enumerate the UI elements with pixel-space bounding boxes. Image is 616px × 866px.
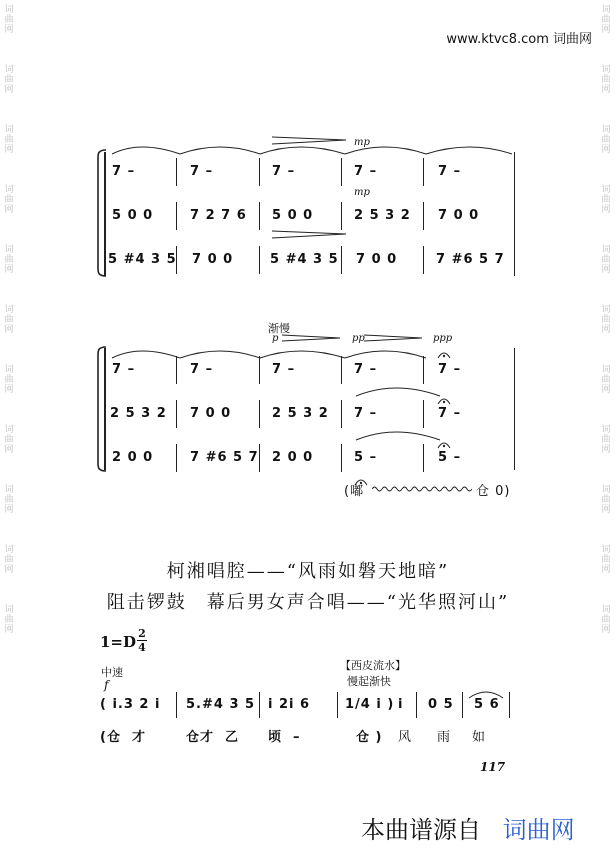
lyric: 如 — [472, 730, 487, 745]
barline — [176, 356, 177, 384]
wm-char: 曲 — [4, 495, 14, 505]
barline — [341, 246, 342, 274]
measure-note: 2 5 3 2 — [272, 406, 329, 421]
barline — [423, 202, 424, 230]
measure-note: 7 – — [112, 164, 136, 179]
wm-char: 词 — [4, 245, 14, 255]
wm-char: 网 — [4, 625, 14, 635]
measure-note: 7 – — [354, 164, 378, 179]
key-signature — [100, 633, 136, 651]
wm-char: 网 — [601, 85, 611, 95]
measure-note: 7 #6 5 7 — [190, 450, 259, 465]
wm-char: 曲 — [4, 75, 14, 85]
measure-note: 7 #6 5 7 — [436, 252, 505, 267]
dynamic-p: p — [272, 333, 279, 344]
measure-note: 5 #4 3 5 — [270, 252, 339, 267]
measure-note: 7 0 0 — [190, 406, 232, 421]
barline — [259, 246, 260, 274]
wm-char: 词 — [4, 605, 14, 615]
measure-note: 7 – — [272, 164, 296, 179]
right-watermark-column — [600, 5, 612, 635]
footer-site-link[interactable]: 词曲网 — [502, 816, 575, 844]
wm-char: 词 — [4, 5, 14, 15]
measure-note: 7 – — [354, 406, 378, 421]
measure-note: ( i.3 2 i — [100, 697, 161, 712]
page-number: 117 — [480, 760, 506, 774]
barline — [509, 692, 510, 718]
section-title-line2: 阻击锣鼓 幕后男女声合唱——“光华照河山” — [106, 592, 510, 613]
barline — [462, 692, 463, 718]
wm-char: 网 — [4, 325, 14, 335]
wm-char: 曲 — [601, 195, 611, 205]
measure-note: 2 5 3 2 — [110, 406, 167, 421]
measure-note: 7 – — [438, 164, 462, 179]
tempo-mark: 渐慢 — [268, 322, 290, 335]
wm-char: 网 — [4, 145, 14, 155]
wm-char: 网 — [4, 205, 14, 215]
wm-char: 曲 — [601, 555, 611, 565]
barline — [259, 444, 260, 472]
lyric: (仓 才 — [100, 730, 146, 745]
barline — [423, 246, 424, 274]
fermata-icon — [437, 395, 451, 405]
wm-char: 网 — [4, 385, 14, 395]
barline — [341, 400, 342, 428]
measure-note: 7 – — [190, 164, 214, 179]
lyric: 顷 – — [268, 730, 301, 745]
wm-char: 曲 — [601, 615, 611, 625]
lyric: 风 — [398, 730, 413, 745]
wm-char: 曲 — [601, 315, 611, 325]
wm-char: 词 — [601, 305, 611, 315]
barline — [176, 400, 177, 428]
barline — [259, 202, 260, 230]
mode-label: 【西皮流水】 — [340, 659, 406, 672]
wm-char: 网 — [601, 625, 611, 635]
barline — [341, 202, 342, 230]
measure-note: 7 0 0 — [438, 208, 480, 223]
barline — [341, 356, 342, 384]
wm-char: 曲 — [4, 195, 14, 205]
wm-char: 曲 — [4, 135, 14, 145]
wm-char: 词 — [601, 125, 611, 135]
wm-char: 词 — [4, 185, 14, 195]
tempo-mark: 中速 — [101, 666, 123, 679]
wm-char: 词 — [4, 365, 14, 375]
wm-char: 网 — [4, 265, 14, 275]
wm-char: 曲 — [601, 15, 611, 25]
wm-char: 词 — [4, 545, 14, 555]
wm-char: 网 — [601, 265, 611, 275]
right-bar — [514, 152, 515, 276]
wm-char: 曲 — [601, 375, 611, 385]
dynamic-mp: mp — [354, 187, 370, 198]
left-bar — [104, 152, 106, 276]
footer-prefix: 本曲谱源自 — [361, 816, 481, 844]
barline — [423, 444, 424, 472]
measure-note: 5 0 0 — [112, 208, 154, 223]
measure-note: 7 0 0 — [192, 252, 234, 267]
measure-note: 5 – — [354, 450, 378, 465]
wm-char: 词 — [4, 65, 14, 75]
barline — [337, 692, 338, 718]
measure-note: 5 0 0 — [272, 208, 314, 223]
wavy-line — [372, 484, 472, 494]
footer-watermark — [361, 810, 575, 845]
measure-note: 1/4 i ) — [345, 697, 395, 712]
measure-note: i — [398, 697, 404, 712]
dynamic-f: f — [104, 678, 109, 692]
section-title-line1: 柯湘唱腔——“风雨如磐天地暗” — [166, 561, 450, 582]
wm-char: 词 — [601, 425, 611, 435]
fermata-icon — [437, 349, 451, 359]
wm-char: 曲 — [601, 255, 611, 265]
measure-note: 7 – — [438, 362, 462, 377]
measure-note: 5 #4 3 5 — [108, 252, 177, 267]
hairpin — [270, 230, 350, 246]
key-text: 1=D — [100, 633, 137, 651]
wm-char: 网 — [4, 25, 14, 35]
measure-note: 5 – — [438, 450, 462, 465]
wm-char: 网 — [601, 385, 611, 395]
wm-char: 词 — [601, 185, 611, 195]
wm-char: 曲 — [4, 615, 14, 625]
measure-note: i 2i 6 — [268, 697, 311, 712]
lyric: 仓才 乙 — [186, 730, 240, 745]
measure-note: 7 0 0 — [356, 252, 398, 267]
wm-char: 词 — [601, 65, 611, 75]
wm-char: 词 — [601, 605, 611, 615]
measure-note: 7 – — [190, 362, 214, 377]
wm-char: 曲 — [601, 435, 611, 445]
wm-char: 词 — [601, 485, 611, 495]
wm-char: 词 — [601, 5, 611, 15]
tempo-mark-2: 慢起渐快 — [347, 675, 391, 688]
fermata-icon — [437, 439, 451, 449]
barline — [341, 444, 342, 472]
wm-char: 曲 — [601, 495, 611, 505]
wm-char: 词 — [601, 245, 611, 255]
lyric: 雨 — [437, 730, 452, 745]
measure-note: 5.#4 3 5 — [186, 697, 256, 712]
wm-char: 曲 — [601, 75, 611, 85]
wm-char: 网 — [4, 565, 14, 575]
wm-char: 网 — [601, 565, 611, 575]
measure-note: 2 0 0 — [112, 450, 154, 465]
wm-char: 词 — [4, 305, 14, 315]
wm-char: 曲 — [4, 555, 14, 565]
barline — [176, 444, 177, 472]
wm-char: 曲 — [4, 315, 14, 325]
barline — [176, 202, 177, 230]
time-top: 2 — [138, 627, 146, 640]
wm-char: 词 — [601, 365, 611, 375]
wm-char: 词 — [4, 425, 14, 435]
percussion-start: (嘟 — [344, 484, 365, 499]
wm-char: 网 — [601, 205, 611, 215]
measure-note: 7 – — [354, 362, 378, 377]
barline — [176, 692, 177, 718]
time-bottom: 4 — [138, 641, 146, 654]
dynamic-mp: mp — [354, 137, 370, 148]
measure-note: 2 5 3 2 — [354, 208, 411, 223]
dynamic-ppp: ppp — [433, 333, 453, 344]
dynamic-pp: pp — [352, 333, 365, 344]
wm-char: 网 — [4, 445, 14, 455]
barline — [423, 356, 424, 384]
measure-note: 7 – — [112, 362, 136, 377]
lyric: 仓 ) — [356, 730, 383, 745]
wm-char: 词 — [601, 545, 611, 555]
wm-char: 网 — [601, 445, 611, 455]
measure-note: 7 – — [438, 406, 462, 421]
barline — [259, 400, 260, 428]
barline — [259, 692, 260, 718]
wm-char: 词 — [4, 485, 14, 495]
wm-char: 网 — [4, 85, 14, 95]
measure-note: 2 0 0 — [272, 450, 314, 465]
measure-note: 7 2 7 6 — [190, 208, 247, 223]
measure-note: 5 6 — [474, 697, 500, 712]
wm-char: 曲 — [4, 15, 14, 25]
barline — [416, 692, 417, 718]
wm-char: 曲 — [4, 375, 14, 385]
header-watermark: www.ktvc8.com 词曲网 — [446, 32, 592, 47]
wm-char: 网 — [4, 505, 14, 515]
wm-char: 曲 — [601, 135, 611, 145]
percussion-end: 仓 0) — [476, 484, 511, 499]
measure-note: 0 5 — [428, 697, 454, 712]
wm-char: 网 — [601, 25, 611, 35]
measure-note: 7 – — [272, 362, 296, 377]
wm-char: 网 — [601, 325, 611, 335]
wm-char: 曲 — [4, 435, 14, 445]
wm-char: 词 — [4, 125, 14, 135]
wm-char: 网 — [601, 505, 611, 515]
barline — [259, 356, 260, 384]
left-watermark-column — [3, 5, 15, 635]
wm-char: 网 — [601, 145, 611, 155]
wm-char: 曲 — [4, 255, 14, 265]
time-signature — [137, 628, 147, 653]
